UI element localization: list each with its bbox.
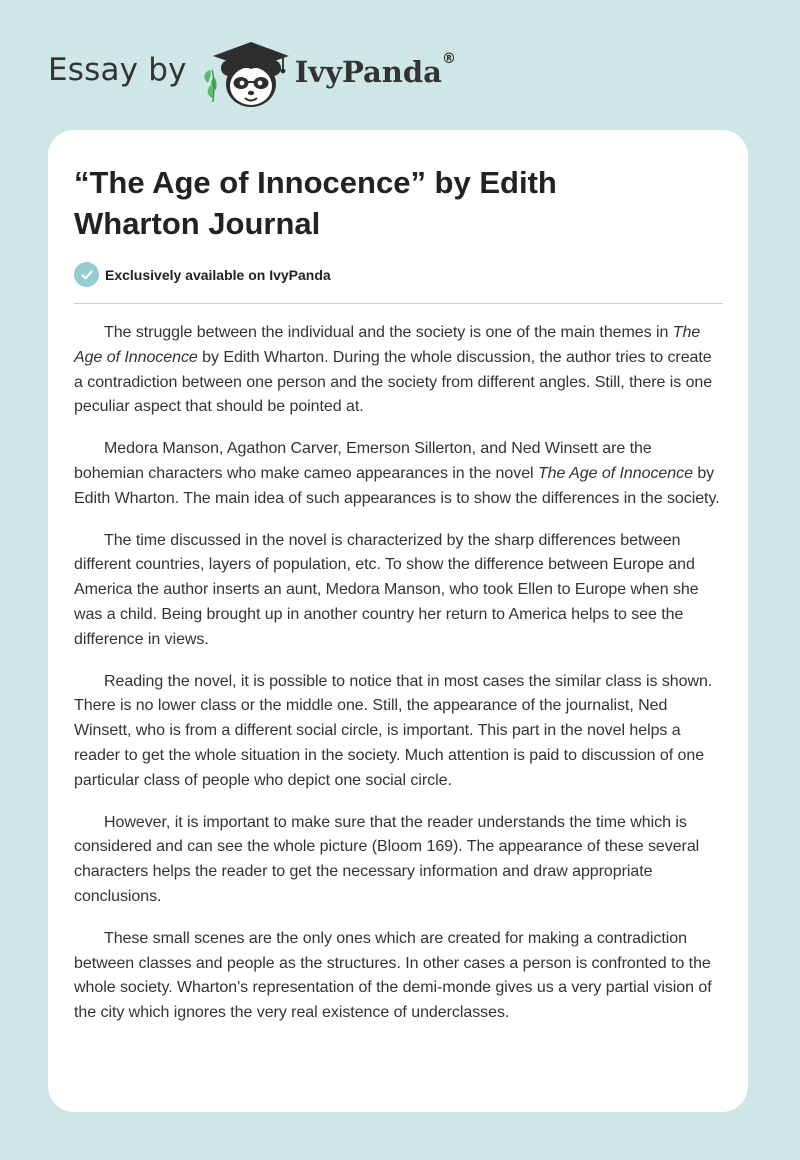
book-title-italic: The Age of Innocence xyxy=(537,464,693,482)
essay-by-label: Essay by xyxy=(48,52,187,88)
essay-paragraph xyxy=(74,811,724,910)
paragraph-text: by Edith Wharton. The main idea of such appearances is to show the differences in the society. xyxy=(74,464,720,507)
paragraph-text: The struggle between the individual and the society is one of the main themes in xyxy=(104,324,673,341)
book-title-italic: The Age of Innocence xyxy=(74,324,701,366)
brand-logo-text[interactable]: IvyPanda® xyxy=(294,51,456,89)
essay-paragraph xyxy=(74,529,724,653)
essay-paragraph xyxy=(74,321,724,420)
paragraph-text: Medora Manson, Agathon Carver, Emerson Sillerton, and Ned Winsett are the bohemian characters who make cameo appearances in the novel xyxy=(74,440,652,482)
essay-paragraph xyxy=(74,670,724,794)
exclusive-badge-label: Exclusively available on IvyPanda xyxy=(105,266,331,283)
essay-paragraph xyxy=(74,927,724,1026)
panda-graduate-icon xyxy=(201,34,301,110)
title-divider xyxy=(74,303,723,304)
check-circle-icon xyxy=(74,262,99,287)
registered-mark: ® xyxy=(441,51,456,67)
page-title: “The Age of Innocence” by Edith Wharton Journal xyxy=(74,165,557,241)
paragraph-text: Reading the novel, it is possible to notice that in most cases the similar class is shown. There is no lower class or the middle one. Still, the appearance of the journalist, Ned Winsett, who is from a different social circle, is important. This part in the novel helps a reader to get the whole situation in the society. Much attention is paid to discussion of one particular class of people who depict one social circle. xyxy=(74,672,713,789)
site-header xyxy=(48,34,456,110)
exclusive-badge xyxy=(74,262,331,287)
paragraph-text: These small scenes are the only ones which are created for making a contradiction between classes and people as the structures. In other cases a person is confronted to the whole society. Wharton's representation of the demi-monde gives us a very partial vision of the city which ignores the very real existence of underclasses. xyxy=(74,929,712,1022)
essay-paragraph xyxy=(74,437,724,511)
essay-card xyxy=(48,130,748,1112)
paragraph-text: The time discussed in the novel is characterized by the sharp differences between different countries, layers of population, etc. To show the difference between Europe and America the author inserts an aunt, Medora Manson, who took Ellen to Europe when she was a child. Being brought up in another country her return to America helps to see the difference in views. xyxy=(74,531,699,648)
essay-body xyxy=(74,321,724,1043)
paragraph-text: However, it is important to make sure that the reader understands the time which is considered and can see the whole picture (Bloom 169). The appearance of these several characters helps the reader to get the necessary information and draw appropriate conclusions. xyxy=(74,813,700,905)
paragraph-text: by Edith Wharton. During the whole discussion, the author tries to create a contradiction between one person and the society from different angles. Still, there is one peculiar aspect that should be pointed at. xyxy=(74,348,713,416)
